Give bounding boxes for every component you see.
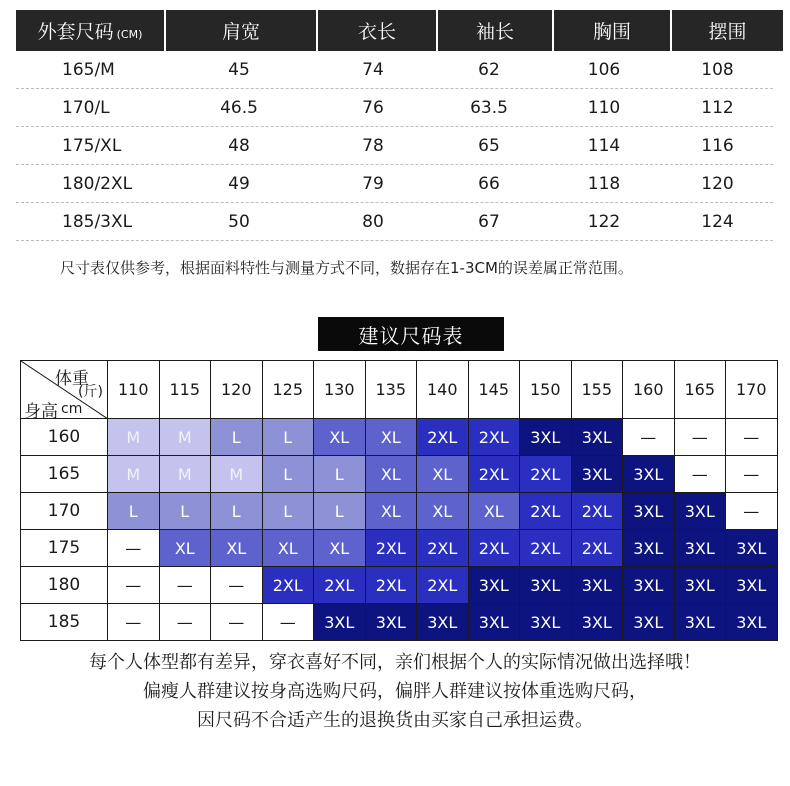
size-header-cell: 胸围 — [554, 10, 670, 51]
size-recommendation-cell: — — [211, 604, 263, 641]
size-recommendation-cell: 3XL — [674, 567, 726, 604]
size-recommendation-cell: 3XL — [726, 604, 778, 641]
weight-header-cell: 170 — [726, 361, 778, 419]
size-table-body — [16, 51, 773, 241]
size-recommendation-cell: 2XL — [468, 456, 520, 493]
size-recommendation-cell: L — [314, 456, 366, 493]
weight-header-cell: 135 — [365, 361, 417, 419]
size-recommendation-cell: — — [211, 567, 263, 604]
size-recommendation-cell: L — [211, 419, 263, 456]
size-recommendation-cell: 2XL — [520, 493, 572, 530]
footer-line: 偏瘦人群建议按身高选购尺码，偏胖人群建议按体重选购尺码， — [143, 681, 647, 702]
size-table-header — [16, 10, 773, 51]
recommendation-header-row — [21, 361, 778, 419]
size-table-cell: 49 — [228, 173, 250, 194]
size-recommendation-cell: 3XL — [623, 530, 675, 567]
size-recommendation-cell: 2XL — [417, 530, 469, 567]
height-row-label: 185 — [21, 604, 108, 641]
size-table-cell: 114 — [587, 135, 621, 156]
size-recommendation-cell: 3XL — [726, 567, 778, 604]
weight-header-cell: 150 — [520, 361, 572, 419]
size-recommendation-cell: 2XL — [365, 530, 417, 567]
size-recommendation-cell: 3XL — [571, 419, 623, 456]
recommendation-row — [21, 530, 778, 567]
size-recommendation-cell: XL — [314, 419, 366, 456]
size-recommendation-cell: — — [262, 604, 314, 641]
size-table-cell: 80 — [362, 211, 384, 232]
size-recommendation-cell: — — [159, 604, 211, 641]
size-table-cell: 120 — [701, 173, 734, 194]
size-recommendation-cell: 3XL — [674, 604, 726, 641]
size-recommendation-cell: L — [211, 493, 263, 530]
recommendation-row — [21, 604, 778, 641]
size-table-cell: 50 — [228, 211, 250, 232]
size-table-cell: 175/XL — [62, 135, 122, 156]
size-recommendation-cell: 3XL — [623, 604, 675, 641]
size-recommendation-cell: 2XL — [262, 567, 314, 604]
size-header-cell: 袖长 — [438, 10, 552, 51]
size-recommendation-cell: 3XL — [571, 456, 623, 493]
size-recommendation-cell: L — [262, 419, 314, 456]
size-recommendation-cell: 3XL — [520, 604, 572, 641]
size-recommendation-cell: L — [108, 493, 160, 530]
size-recommendation-cell: M — [108, 419, 160, 456]
corner-cell — [21, 361, 108, 422]
size-table — [16, 10, 773, 241]
weight-header-cell: 125 — [262, 361, 314, 419]
size-recommendation-cell: 3XL — [571, 567, 623, 604]
size-recommendation-cell: — — [108, 604, 160, 641]
size-recommendation-cell: 2XL — [417, 419, 469, 456]
height-row-label: 175 — [21, 530, 108, 567]
size-recommendation-cell: 3XL — [623, 567, 675, 604]
size-table-cell: 116 — [701, 135, 734, 156]
size-table-cell: 106 — [587, 59, 621, 80]
height-unit: cm — [61, 401, 83, 417]
size-table-cell: 110 — [587, 97, 621, 118]
size-recommendation-cell: 3XL — [468, 604, 520, 641]
size-note: 尺寸表仅供参考，根据面料特性与测量方式不同，数据存在1-3CM的误差属正常范围。 — [60, 259, 633, 277]
size-recommendation-cell: L — [314, 493, 366, 530]
weight-header-cell: 110 — [108, 361, 160, 419]
weight-header-cell: 130 — [314, 361, 366, 419]
weight-header-cell: 145 — [468, 361, 520, 419]
size-recommendation-cell: 3XL — [674, 493, 726, 530]
size-recommendation-cell: 3XL — [417, 604, 469, 641]
height-row-label: 165 — [21, 456, 108, 493]
size-table-cell: 108 — [701, 59, 734, 80]
size-table-row — [16, 127, 773, 165]
size-table-cell: 45 — [228, 59, 250, 80]
size-header-cell: 肩宽 — [166, 10, 316, 51]
size-header-cell: 外套尺码 (CM) — [16, 10, 164, 51]
size-recommendation-cell: — — [726, 493, 778, 530]
size-recommendation-cell: 3XL — [623, 493, 675, 530]
weight-header-cell: 115 — [159, 361, 211, 419]
weight-header-cell: 120 — [211, 361, 263, 419]
size-recommendation-cell: 2XL — [365, 567, 417, 604]
size-header-cell: 衣长 — [318, 10, 436, 51]
recommendation-row — [21, 493, 778, 530]
size-recommendation-cell: XL — [365, 419, 417, 456]
size-recommendation-cell: XL — [365, 456, 417, 493]
size-recommendation-cell: 3XL — [365, 604, 417, 641]
size-recommendation-cell: XL — [417, 493, 469, 530]
size-recommendation-cell: M — [211, 456, 263, 493]
size-recommendation-cell: XL — [262, 530, 314, 567]
size-table-cell: 165/M — [62, 59, 115, 80]
size-recommendation-cell: XL — [159, 530, 211, 567]
size-table-cell: 122 — [587, 211, 621, 232]
weight-unit: (斤) — [78, 384, 103, 400]
size-recommendation-cell: — — [674, 456, 726, 493]
size-recommendation-cell: — — [623, 419, 675, 456]
size-recommendation-cell: L — [262, 456, 314, 493]
size-recommendation-cell: L — [262, 493, 314, 530]
size-table-cell: 48 — [228, 135, 250, 156]
size-recommendation-cell: 3XL — [571, 604, 623, 641]
recommendation-table — [20, 360, 778, 641]
size-recommendation-cell: XL — [211, 530, 263, 567]
weight-header-cell: 155 — [571, 361, 623, 419]
size-header-unit: (CM) — [116, 28, 143, 41]
size-header-cell: 摆围 — [672, 10, 783, 51]
size-recommendation-cell: XL — [468, 493, 520, 530]
size-table-cell: 78 — [362, 135, 384, 156]
size-recommendation-cell: 2XL — [468, 419, 520, 456]
size-recommendation-cell: XL — [314, 530, 366, 567]
size-recommendation-cell: 2XL — [571, 530, 623, 567]
size-table-cell: 67 — [478, 211, 500, 232]
size-recommendation-cell: M — [159, 456, 211, 493]
recommendation-row — [21, 567, 778, 604]
size-recommendation-cell: XL — [365, 493, 417, 530]
size-recommendation-cell: 3XL — [520, 567, 572, 604]
footer-line: 每个人体型都有差异，穿衣喜好不同，亲们根据个人的实际情况做出选择哦！ — [89, 652, 701, 673]
height-row-label: 170 — [21, 493, 108, 530]
size-recommendation-cell: XL — [417, 456, 469, 493]
size-recommendation-cell: 3XL — [674, 530, 726, 567]
size-recommendation-cell: 2XL — [571, 493, 623, 530]
size-table-row — [16, 203, 773, 241]
size-table-cell: 65 — [478, 135, 500, 156]
size-table-cell: 76 — [362, 97, 384, 118]
weight-label: 体重 — [55, 369, 89, 389]
size-table-cell: 46.5 — [220, 97, 258, 118]
recommendation-title: 建议尺码表 — [318, 317, 504, 351]
size-recommendation-cell: — — [108, 567, 160, 604]
weight-header-cell: 165 — [674, 361, 726, 419]
size-table-cell: 66 — [478, 173, 500, 194]
size-table-cell: 62 — [478, 59, 500, 80]
size-recommendation-cell: 3XL — [623, 456, 675, 493]
size-table-cell: 180/2XL — [62, 173, 133, 194]
size-recommendation-cell: — — [726, 419, 778, 456]
size-recommendation-cell: — — [108, 530, 160, 567]
size-recommendation-cell: — — [674, 419, 726, 456]
size-table-cell: 63.5 — [470, 97, 508, 118]
recommendation-row — [21, 419, 778, 456]
weight-header-cell: 160 — [623, 361, 675, 419]
recommendation-row — [21, 456, 778, 493]
height-row-label: 160 — [21, 419, 108, 456]
size-recommendation-cell: — — [726, 456, 778, 493]
size-table-cell: 185/3XL — [62, 211, 133, 232]
size-recommendation-cell: 2XL — [417, 567, 469, 604]
size-table-cell: 124 — [701, 211, 734, 232]
size-table-cell: 112 — [701, 97, 734, 118]
size-recommendation-cell: 3XL — [726, 530, 778, 567]
size-recommendation-cell: 2XL — [520, 530, 572, 567]
size-recommendation-cell: 3XL — [468, 567, 520, 604]
size-recommendation-cell: L — [159, 493, 211, 530]
footer-line: 因尺码不合适产生的退换货由买家自己承担运费。 — [197, 710, 593, 731]
weight-header-cell: 140 — [417, 361, 469, 419]
size-table-cell: 118 — [587, 173, 621, 194]
size-recommendation-cell: 2XL — [520, 456, 572, 493]
size-table-cell: 170/L — [62, 97, 110, 118]
height-label: 身高 — [24, 402, 58, 422]
size-recommendation-cell: 2XL — [468, 530, 520, 567]
size-recommendation-cell: 3XL — [314, 604, 366, 641]
size-table-cell: 79 — [362, 173, 384, 194]
size-recommendation-cell: M — [108, 456, 160, 493]
size-recommendation-cell: — — [159, 567, 211, 604]
height-row-label: 180 — [21, 567, 108, 604]
size-table-cell: 74 — [362, 59, 384, 80]
size-recommendation-cell: 2XL — [314, 567, 366, 604]
size-recommendation-cell: 3XL — [520, 419, 572, 456]
size-table-row — [16, 89, 773, 127]
size-recommendation-cell: M — [159, 419, 211, 456]
footer-notes — [0, 648, 790, 735]
size-table-row — [16, 165, 773, 203]
size-table-row — [16, 51, 773, 89]
